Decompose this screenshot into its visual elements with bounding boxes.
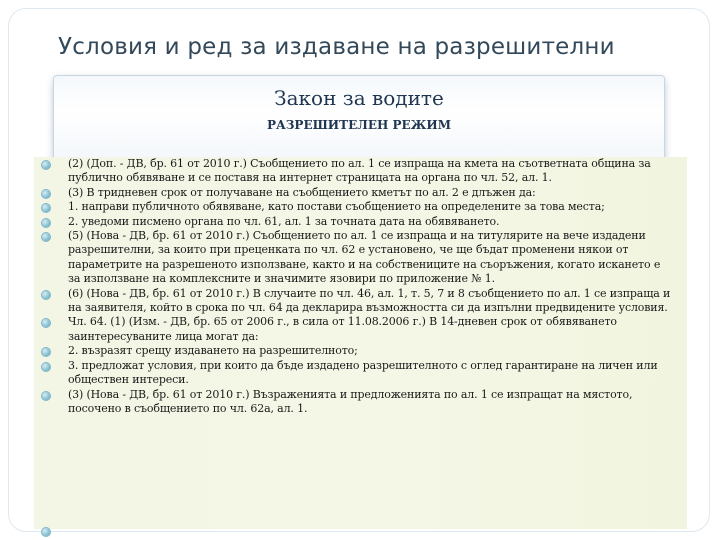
list-item	[34, 388, 674, 417]
list-item	[34, 200, 674, 214]
slide-title: Условия и ред за издаване на разрешителни	[58, 34, 615, 60]
list-item-text: 2. възразят срещу издаването на разрешителното;	[68, 344, 358, 358]
banner-title: Закон за водите	[274, 86, 444, 110]
list-item-text: 3. предложат условия, при които да бъде издадено разрешителното с оглед гарантиране на личен или обществен интереси.	[68, 358, 658, 387]
list-item	[34, 315, 674, 344]
bullet-icon	[42, 319, 50, 327]
list-item	[34, 287, 674, 316]
empty-bullet-icon	[42, 528, 50, 536]
bullet-icon	[42, 204, 50, 212]
list-item-text: (3) В тридневен срок от получаване на съобщението кметът по ал. 2 е длъжен да:	[68, 185, 536, 199]
bullet-icon	[42, 161, 50, 169]
list-item-text: (6) (Нова - ДВ, бр. 61 от 2010 г.) В случаите по чл. 46, ал. 1, т. 5, 7 и 8 съобщението по ал. 1 се изпраща и на заявителя, който в срока по чл. 64 да декларира възможността си да изпълни предвидените условия.	[68, 286, 671, 315]
list-item-text: (2) (Доп. - ДВ, бр. 61 от 2010 г.) Съобщението по ал. 1 се изпраща на кмета на съответната община за публично обявяване и се поставя на интернет страницата на органа по чл. 52, ал. 1.	[68, 157, 651, 185]
bullet-icon	[42, 363, 50, 371]
bullet-list	[34, 157, 674, 416]
bullet-icon	[42, 392, 50, 400]
list-item-text: 2. уведоми писмено органа по чл. 61, ал. 1 за точната дата на обявяването.	[68, 214, 500, 228]
bullet-icon	[42, 233, 50, 241]
content-area	[34, 157, 687, 529]
bullet-icon	[42, 348, 50, 356]
list-item	[34, 359, 674, 388]
list-item	[34, 186, 674, 200]
bullet-icon	[42, 219, 50, 227]
banner	[54, 76, 664, 162]
bullet-icon	[42, 190, 50, 198]
list-item-text: Чл. 64. (1) (Изм. - ДВ, бр. 65 от 2006 г., в сила от 11.08.2006 г.) В 14-дневен срок от обявяването заинтересуваните лица могат да:	[68, 315, 617, 343]
list-item	[34, 157, 674, 186]
bullet-icon	[42, 291, 50, 299]
list-item-text: (3) (Нова - ДВ, бр. 61 от 2010 г.) Възраженията и предложенията по ал. 1 се изпращат на мястото, посочено в съобщението по чл. 62а, ал. 1.	[68, 387, 633, 415]
list-item	[34, 229, 674, 287]
list-item-text: (5) (Нова - ДВ, бр. 61 от 2010 г.) Съобщението по ал. 1 се изпраща и на титулярите на вече издадени разрешителни, за които при преценката по чл. 62 е установено, че ще бъдат променени някои от параметрите на разрешеното използване, както и на собствениците на съоръжения, когато искането е за използване на комплексните и значимите язовири по приложение № 1.	[68, 229, 661, 286]
list-item	[34, 215, 674, 229]
list-item-text: 1. направи публичното обявяване, като постави съобщението на определените за това места;	[68, 200, 605, 214]
banner-subtitle: РАЗРЕШИТЕЛЕН РЕЖИМ	[266, 118, 452, 132]
list-item	[34, 344, 674, 358]
